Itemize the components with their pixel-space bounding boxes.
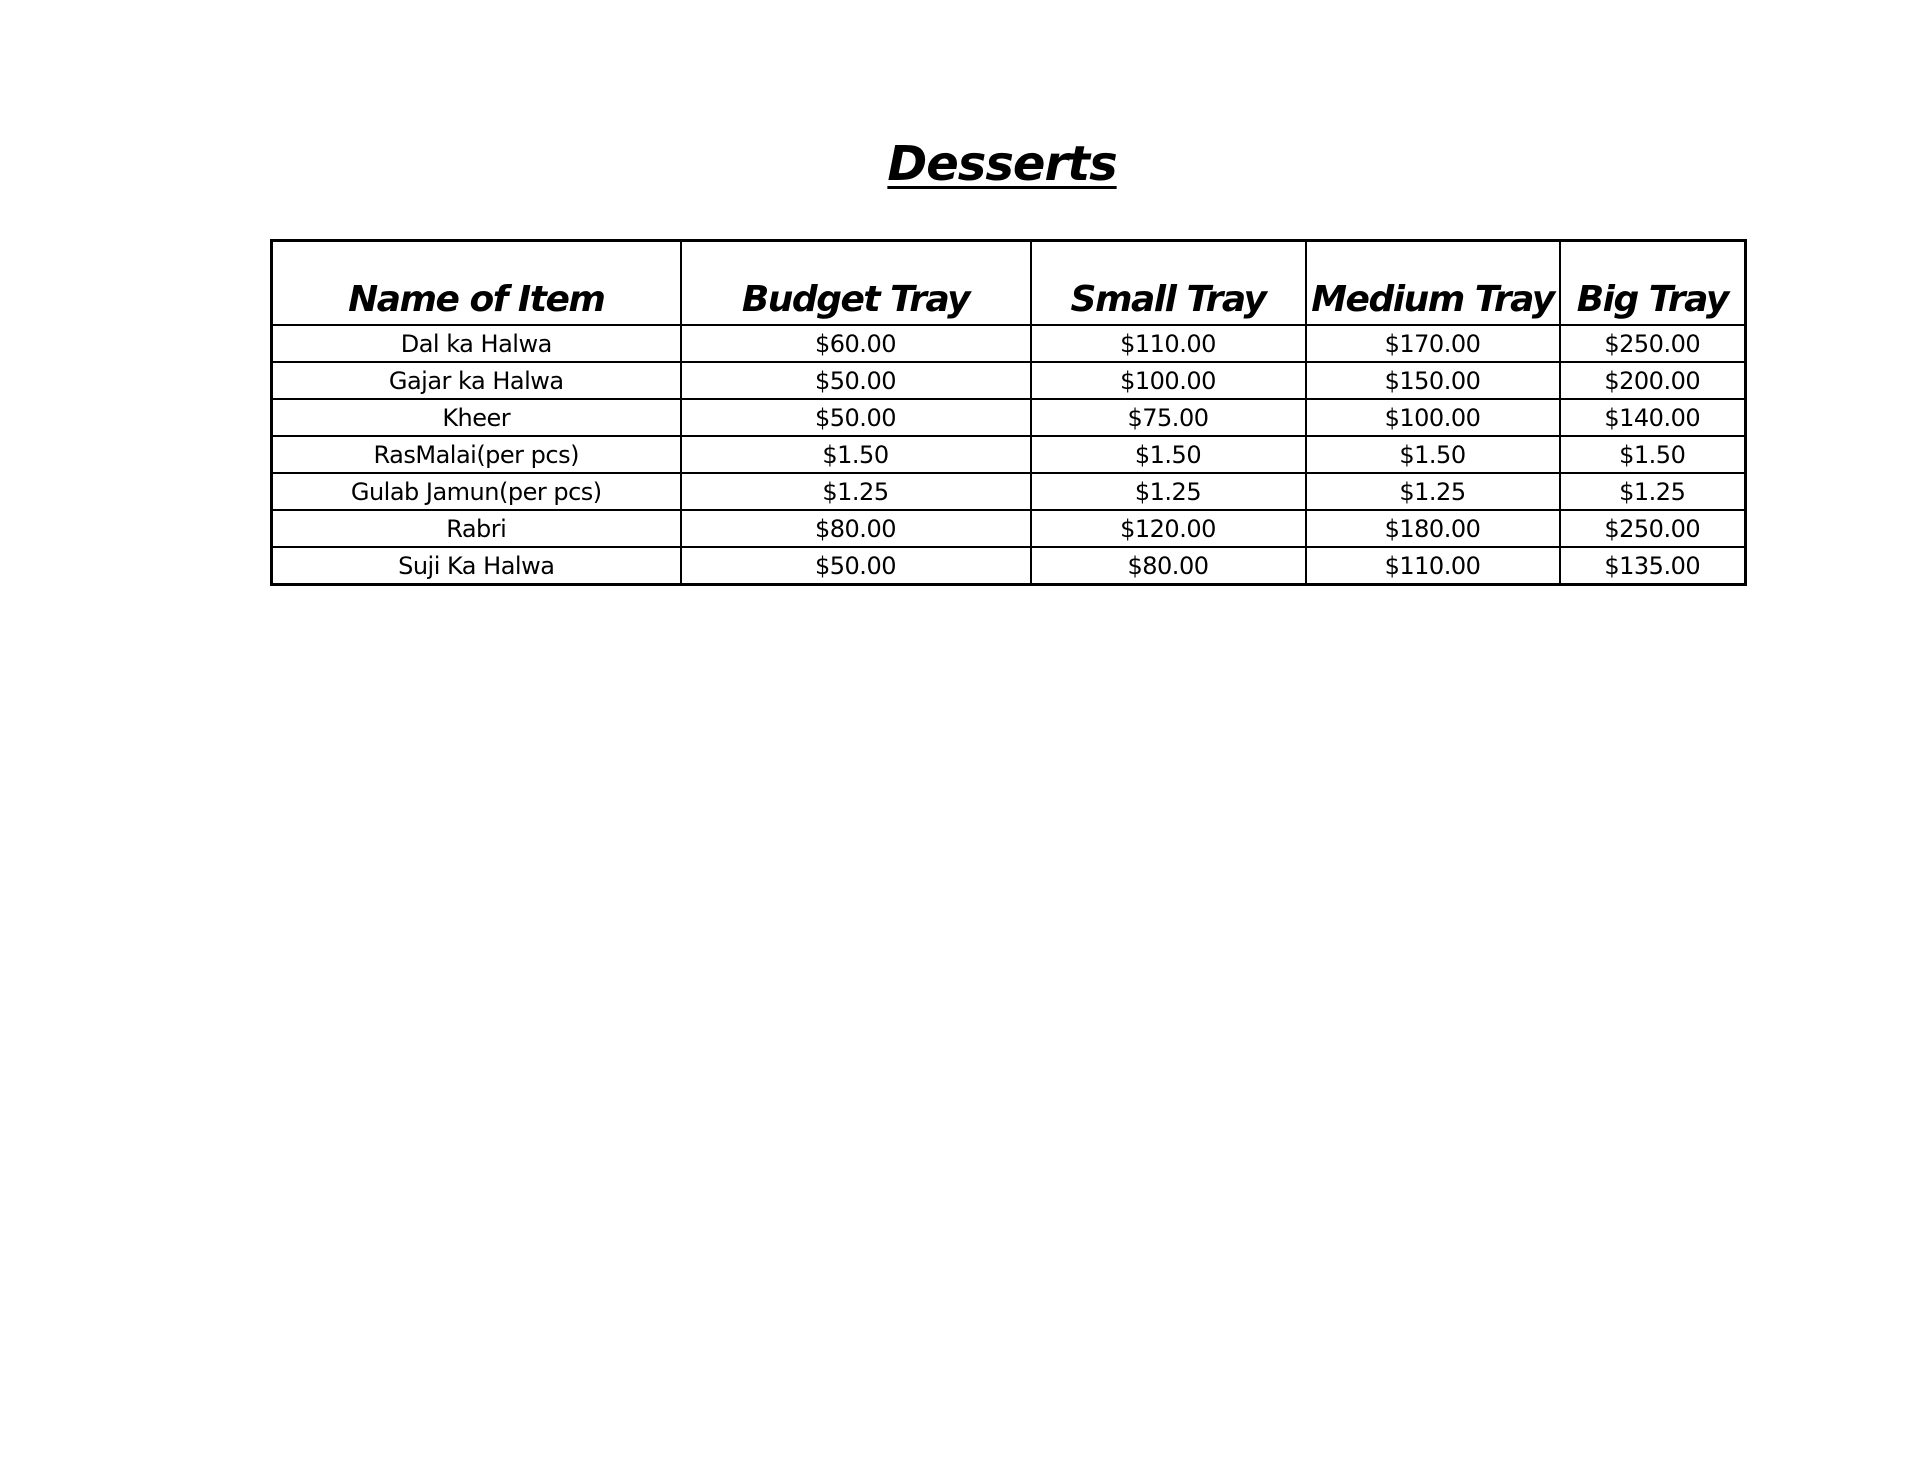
budget-tray-price: $80.00 <box>681 510 1031 547</box>
item-name-cell: RasMalai(per pcs) <box>272 436 681 473</box>
small-tray-price: $110.00 <box>1031 325 1306 362</box>
big-tray-price: $140.00 <box>1560 399 1746 436</box>
small-tray-price: $1.50 <box>1031 436 1306 473</box>
budget-tray-price: $50.00 <box>681 399 1031 436</box>
item-name-cell: Rabri <box>272 510 681 547</box>
header-name-of-item: Name of Item <box>272 241 681 326</box>
table-row <box>272 473 1746 510</box>
budget-tray-price: $50.00 <box>681 362 1031 399</box>
table-row <box>272 510 1746 547</box>
big-tray-price: $135.00 <box>1560 547 1746 585</box>
medium-tray-price: $100.00 <box>1306 399 1560 436</box>
page-title: Desserts <box>887 136 1117 192</box>
header-medium-tray: Medium Tray <box>1306 241 1560 326</box>
small-tray-price: $80.00 <box>1031 547 1306 585</box>
table-row <box>272 399 1746 436</box>
item-name-cell: Gajar ka Halwa <box>272 362 681 399</box>
header-big-tray: Big Tray <box>1560 241 1746 326</box>
budget-tray-price: $60.00 <box>681 325 1031 362</box>
budget-tray-price: $1.25 <box>681 473 1031 510</box>
header-row <box>272 241 1746 326</box>
budget-tray-price: $1.50 <box>681 436 1031 473</box>
big-tray-price: $1.50 <box>1560 436 1746 473</box>
big-tray-price: $250.00 <box>1560 510 1746 547</box>
dessert-price-table <box>270 239 1747 586</box>
item-name-cell: Dal ka Halwa <box>272 325 681 362</box>
small-tray-price: $100.00 <box>1031 362 1306 399</box>
item-name-cell: Gulab Jamun(per pcs) <box>272 473 681 510</box>
medium-tray-price: $170.00 <box>1306 325 1560 362</box>
medium-tray-price: $180.00 <box>1306 510 1560 547</box>
medium-tray-price: $150.00 <box>1306 362 1560 399</box>
medium-tray-price: $1.50 <box>1306 436 1560 473</box>
big-tray-price: $200.00 <box>1560 362 1746 399</box>
header-budget-tray: Budget Tray <box>681 241 1031 326</box>
item-name-cell: Kheer <box>272 399 681 436</box>
small-tray-price: $1.25 <box>1031 473 1306 510</box>
header-small-tray: Small Tray <box>1031 241 1306 326</box>
big-tray-price: $250.00 <box>1560 325 1746 362</box>
budget-tray-price: $50.00 <box>681 547 1031 585</box>
item-name-cell: Suji Ka Halwa <box>272 547 681 585</box>
small-tray-price: $75.00 <box>1031 399 1306 436</box>
big-tray-price: $1.25 <box>1560 473 1746 510</box>
medium-tray-price: $1.25 <box>1306 473 1560 510</box>
table-row <box>272 362 1746 399</box>
table-row <box>272 325 1746 362</box>
small-tray-price: $120.00 <box>1031 510 1306 547</box>
medium-tray-price: $110.00 <box>1306 547 1560 585</box>
table-row <box>272 436 1746 473</box>
table-row <box>272 547 1746 585</box>
